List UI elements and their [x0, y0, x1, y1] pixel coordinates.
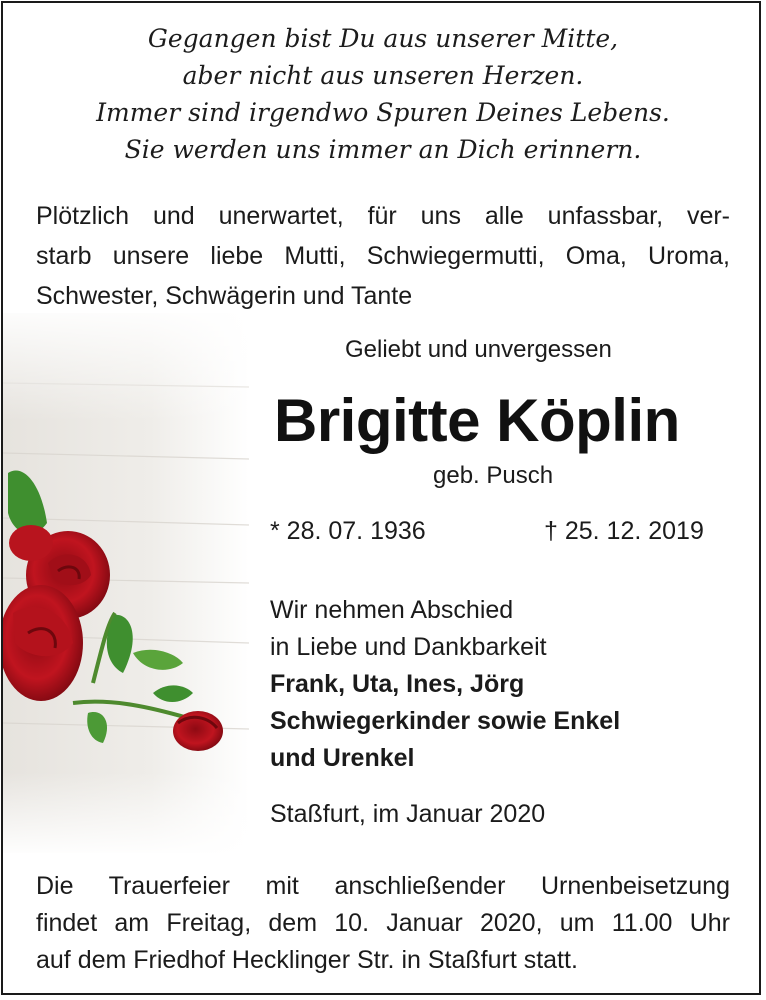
motto-line: Immer sind irgendwo Spuren Deines Lebens.: [96, 98, 670, 127]
motto-line: Gegangen bist Du aus unserer Mitte,: [147, 24, 619, 53]
photo-fade: [3, 313, 249, 853]
motto-verse: [0, 20, 766, 168]
service-line: findet am Freitag, dem 10. Januar 2020, um 11.00 Uhr: [36, 909, 730, 937]
family-names: Schwiegerkinder sowie Enkel: [270, 707, 621, 735]
deceased-name: Brigitte Köplin: [274, 387, 680, 454]
intro-line: starb unsere liebe Mutti, Schwiegermutti, Oma, Uroma,: [36, 242, 730, 270]
death-date: † 25. 12. 2019: [544, 517, 704, 545]
family-names: und Urenkel: [270, 744, 415, 772]
intro-line: Plötzlich und unerwartet, für uns alle unfassbar, ver-: [36, 202, 730, 230]
farewell-block: [270, 592, 620, 777]
farewell-line: in Liebe und Dankbarkeit: [270, 633, 547, 661]
service-line: auf dem Friedhof Hecklinger Str. in Staßfurt statt.: [36, 946, 578, 974]
intro-paragraph: [36, 196, 730, 316]
intro-line: Schwester, Schwägerin und Tante: [36, 282, 413, 310]
family-names: Frank, Uta, Ines, Jörg: [270, 670, 525, 698]
maiden-name: geb. Pusch: [433, 462, 554, 489]
farewell-line: Wir nehmen Abschied: [270, 596, 514, 624]
motto-line: aber nicht aus unseren Herzen.: [182, 61, 584, 90]
service-paragraph: [36, 868, 730, 979]
service-line: Die Trauerfeier mit anschließender Urnenbeisetzung: [36, 872, 730, 900]
place-date: Staßfurt, im Januar 2020: [270, 800, 546, 828]
subtitle: Geliebt und unvergessen: [345, 336, 612, 363]
birth-date: * 28. 07. 1936: [270, 517, 426, 545]
rose-photo: [3, 313, 249, 853]
motto-line: Sie werden uns immer an Dich erinnern.: [124, 135, 642, 164]
